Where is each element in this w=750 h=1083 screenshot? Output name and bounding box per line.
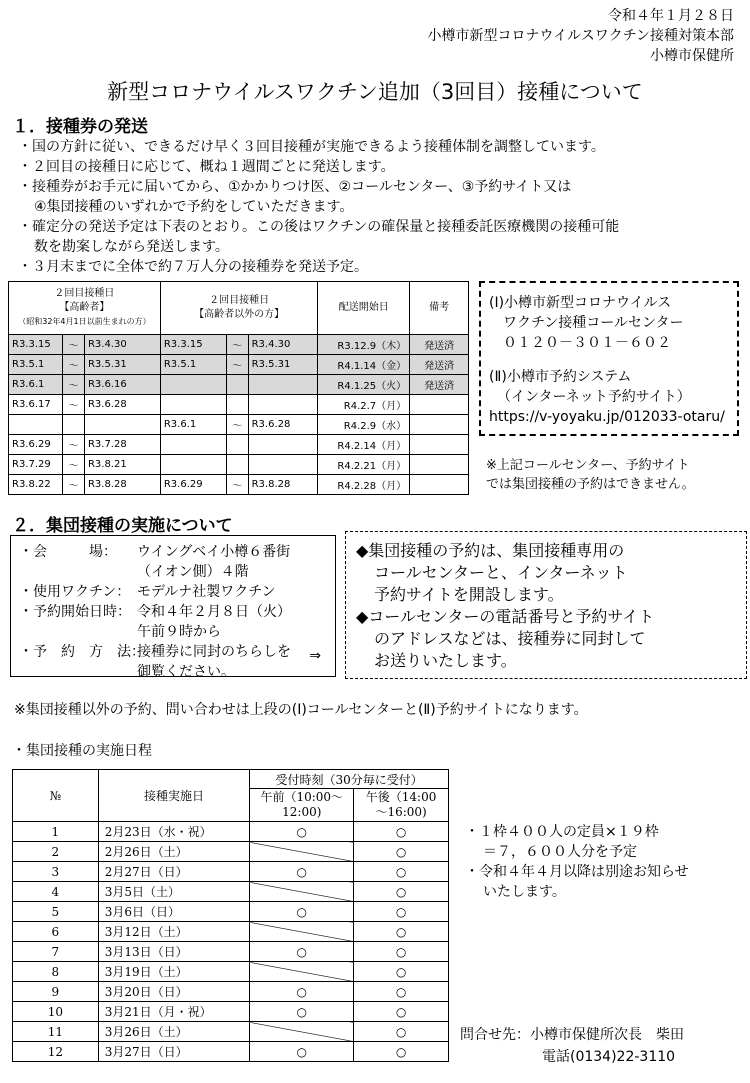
- other-from: [160, 435, 226, 455]
- other-tilde: ～: [226, 415, 248, 435]
- reservation-system-name: (Ⅱ)小樽市予約システム: [489, 369, 632, 385]
- other-from: [160, 375, 226, 395]
- header-text: （昭和32年4月1日以前生まれの方）: [18, 317, 151, 326]
- remarks: [410, 435, 469, 455]
- other-to: R3.8.28: [248, 475, 318, 495]
- elderly-to: R3.4.30: [84, 335, 160, 355]
- elderly-from: [9, 415, 63, 435]
- header-text: 午後（14:00: [365, 790, 437, 804]
- call-center-name-cont: ワクチン接種コールセンター: [503, 315, 684, 331]
- info-line: お送りいたします。: [374, 651, 517, 670]
- session-date: 3月26日（土）: [98, 1022, 250, 1042]
- elderly-tilde: ～: [62, 475, 84, 495]
- header-text: ２回目接種日: [54, 288, 115, 299]
- table-row: [9, 375, 469, 395]
- table-row: [13, 842, 449, 862]
- am-available-circle: ○: [250, 982, 354, 1002]
- elderly-tilde: ～: [62, 335, 84, 355]
- other-tilde: [226, 375, 248, 395]
- contact-phone[interactable]: 電話(0134)22-3110: [542, 1049, 676, 1065]
- elderly-from: R3.6.29: [9, 435, 63, 455]
- elderly-from: R3.8.22: [9, 475, 63, 495]
- pm-available-circle: ○: [354, 822, 449, 842]
- am-available-circle: ○: [250, 902, 354, 922]
- table-row: [13, 962, 449, 982]
- other-to: R3.5.31: [248, 355, 318, 375]
- header-remarks: 備考: [410, 282, 469, 335]
- note-line: いたします。: [483, 884, 566, 900]
- table-row: [9, 415, 469, 435]
- table-row: [9, 455, 469, 475]
- section1-heading: １．接種券の発送: [12, 117, 148, 137]
- am-available-circle: ○: [250, 942, 354, 962]
- remarks: 発送済: [410, 375, 469, 395]
- elderly-from: R3.6.1: [9, 375, 63, 395]
- row-number: 12: [13, 1042, 99, 1062]
- issuer-org: 小樽市新型コロナウイルスワクチン接種対策本部: [427, 28, 734, 44]
- document-title: 新型コロナウイルスワクチン追加（3回目）接種について: [107, 80, 643, 104]
- row-number: 11: [13, 1022, 99, 1042]
- remarks: 発送済: [410, 335, 469, 355]
- bullet-item-continued: ④集団接種のいずれかで予約をしていただきます。: [34, 199, 354, 215]
- note-line: ※上記コールセンター、予約サイト: [486, 458, 690, 473]
- am-unavailable-slash: [250, 962, 354, 982]
- row-number: 5: [13, 902, 99, 922]
- ship-date: R3.12.9（木）: [318, 335, 410, 355]
- call-center-box: [479, 281, 739, 436]
- issue-date: 令和４年１月２８日: [608, 8, 734, 24]
- row-number: 10: [13, 1002, 99, 1022]
- header-am: [250, 789, 354, 822]
- row-number: 4: [13, 882, 99, 902]
- other-from: R3.6.29: [160, 475, 226, 495]
- session-date: 2月26日（土）: [98, 842, 250, 862]
- table-row: [13, 1022, 449, 1042]
- header-elderly: [9, 282, 161, 335]
- session-date: 3月20日（日）: [98, 982, 250, 1002]
- elderly-tilde: ～: [62, 375, 84, 395]
- vaccine-value: モデルナ社製ワクチン: [137, 584, 276, 600]
- elderly-tilde: ～: [62, 435, 84, 455]
- ship-date: R4.2.7（月）: [318, 395, 410, 415]
- session-date: 3月12日（土）: [98, 922, 250, 942]
- header-text: 【高齢者】: [59, 302, 110, 313]
- header-non-elderly: [160, 282, 317, 335]
- schedule-heading: ・集団接種の実施日程: [12, 743, 152, 759]
- document-header: [428, 6, 734, 66]
- row-number: 3: [13, 862, 99, 882]
- pm-available-circle: ○: [354, 1042, 449, 1062]
- reservation-site-url[interactable]: https://v-yoyaku.jp/012033-otaru/: [489, 409, 725, 425]
- elderly-tilde: ～: [62, 455, 84, 475]
- other-to: [248, 395, 318, 415]
- am-available-circle: ○: [250, 1002, 354, 1022]
- contact-person: 問合せ先：小樽市保健所次長 柴田: [460, 1027, 684, 1043]
- right-arrow-icon: ⇒: [309, 648, 321, 664]
- method-row: [19, 642, 327, 662]
- info-line: ◆集団接種の予約は、集団接種専用の: [356, 541, 625, 560]
- note-line: ・令和４年４月以降は別途お知らせ: [465, 864, 689, 880]
- other-from: R3.6.1: [160, 415, 226, 435]
- other-from: R3.3.15: [160, 335, 226, 355]
- reservation-system-desc: （インターネット予約サイト）: [497, 389, 691, 405]
- note-line: ＝７，６００人分を予定: [483, 844, 637, 860]
- other-tilde: ～: [226, 355, 248, 375]
- elderly-from: R3.7.29: [9, 455, 63, 475]
- ship-date: R4.2.28（月）: [318, 475, 410, 495]
- other-tilde: [226, 395, 248, 415]
- elderly-to: R3.5.31: [84, 355, 160, 375]
- am-unavailable-slash: [250, 882, 354, 902]
- header-text: 午前（10:00～: [260, 790, 344, 804]
- elderly-from: R3.6.17: [9, 395, 63, 415]
- am-unavailable-slash: [250, 922, 354, 942]
- pm-available-circle: ○: [354, 962, 449, 982]
- table-row: [13, 902, 449, 922]
- table-row: [13, 922, 449, 942]
- other-from: [160, 395, 226, 415]
- elderly-tilde: [62, 415, 84, 435]
- remarks: [410, 395, 469, 415]
- session-date: 2月23日（水・祝）: [98, 822, 250, 842]
- bullet-item-continued: 数を勘案しながら発送します。: [34, 239, 229, 255]
- ship-date: R4.1.14（金）: [318, 355, 410, 375]
- table-row: [13, 862, 449, 882]
- vaccine-row: [19, 582, 327, 602]
- pm-available-circle: ○: [354, 922, 449, 942]
- session-date: 3月19日（土）: [98, 962, 250, 982]
- am-available-circle: ○: [250, 862, 354, 882]
- row-number: 6: [13, 922, 99, 942]
- vaccine-label: ・使用ワクチン：: [19, 584, 131, 600]
- mass-vaccination-details: [10, 535, 336, 680]
- row-number: 8: [13, 962, 99, 982]
- reservation-info-box: [345, 531, 747, 679]
- am-available-circle: ○: [250, 1042, 354, 1062]
- start-row: [19, 602, 327, 622]
- start-row-cont: [19, 622, 327, 642]
- contact-info: [460, 1024, 684, 1068]
- start-label: ・予約開始日時：: [19, 604, 131, 620]
- table-row: [13, 1042, 449, 1062]
- elderly-to: [84, 415, 160, 435]
- bullet-item: ・国の方針に従い、できるだけ早く３回目接種が実施できるよう接種体制を調整しています。: [18, 139, 605, 155]
- other-to: R3.6.28: [248, 415, 318, 435]
- method-value: 接種券に同封のちらしを: [137, 644, 291, 660]
- header-date: 接種実施日: [98, 770, 250, 822]
- method-row-cont: [19, 662, 327, 682]
- pm-available-circle: ○: [354, 842, 449, 862]
- bullet-item: ・２回目の接種日に応じて、概ね１週間ごとに発送します。: [18, 159, 395, 175]
- remarks: [410, 415, 469, 435]
- capacity-note: [465, 822, 689, 902]
- session-date: 2月27日（日）: [98, 862, 250, 882]
- table-row: [9, 475, 469, 495]
- other-tilde: ～: [226, 335, 248, 355]
- pm-available-circle: ○: [354, 982, 449, 1002]
- ship-date: R4.2.9（水）: [318, 415, 410, 435]
- header-text: ～16:00): [375, 805, 427, 819]
- bullet-item: ・確定分の発送予定は下表のとおり。この後はワクチンの確保量と接種委託医療機関の接種可能: [18, 219, 620, 235]
- note-line: ・１枠４００人の定員×１９枠: [465, 824, 659, 840]
- session-date: 3月13日（日）: [98, 942, 250, 962]
- elderly-tilde: ～: [62, 355, 84, 375]
- row-number: 2: [13, 842, 99, 862]
- note-line: では集団接種の予約はできません。: [486, 477, 695, 492]
- header-text: ２回目接種日: [209, 295, 270, 306]
- ship-date: R4.2.21（月）: [318, 455, 410, 475]
- session-date: 3月5日（土）: [98, 882, 250, 902]
- spacer: [19, 662, 137, 682]
- ship-date: R4.1.25（火）: [318, 375, 410, 395]
- session-date: 3月6日（日）: [98, 902, 250, 922]
- venue-label: ・会 場：: [19, 544, 117, 560]
- elderly-to: R3.7.28: [84, 435, 160, 455]
- table-row: [13, 882, 449, 902]
- header-text: 【高齢者以外の方】: [194, 309, 285, 320]
- info-line: 予約サイトを開設します。: [374, 585, 564, 604]
- method-value-cont: 御覧ください。: [137, 664, 235, 680]
- header-reception: 受付時刻（30分毎に受付）: [250, 770, 449, 789]
- session-date: 3月21日（月・祝）: [98, 1002, 250, 1022]
- call-center-name: (Ⅰ)小樽市新型コロナウイルス: [489, 295, 672, 311]
- start-value: 令和４年２月８日（火）: [137, 604, 291, 620]
- mass-vaccination-schedule-table: [12, 769, 449, 1062]
- other-tilde: [226, 455, 248, 475]
- table-row: [13, 1002, 449, 1022]
- elderly-tilde: ～: [62, 395, 84, 415]
- call-center-note: [486, 456, 695, 494]
- venue-row: [19, 542, 327, 562]
- elderly-to: R3.6.28: [84, 395, 160, 415]
- section1-bullets: [18, 137, 738, 277]
- other-tilde: [226, 435, 248, 455]
- info-line: ◆コールセンターの電話番号と予約サイト: [356, 607, 655, 626]
- other-to: [248, 375, 318, 395]
- other-to: R3.4.30: [248, 335, 318, 355]
- header-no: №: [13, 770, 99, 822]
- pm-available-circle: ○: [354, 882, 449, 902]
- other-to: [248, 455, 318, 475]
- table-row: [9, 435, 469, 455]
- ship-date: R4.2.14（月）: [318, 435, 410, 455]
- venue-row-cont: [19, 562, 327, 582]
- other-to: [248, 435, 318, 455]
- pm-available-circle: ○: [354, 1022, 449, 1042]
- elderly-to: R3.8.28: [84, 475, 160, 495]
- other-reservation-note: ※集団接種以外の予約、問い合わせは上段の(Ⅰ)コールセンターと(Ⅱ)予約サイトになります。: [14, 702, 588, 718]
- venue-value: ウイングベイ小樽６番街: [137, 544, 291, 560]
- remarks: [410, 455, 469, 475]
- session-date: 3月27日（日）: [98, 1042, 250, 1062]
- row-number: 1: [13, 822, 99, 842]
- remarks: [410, 475, 469, 495]
- pm-available-circle: ○: [354, 862, 449, 882]
- section2-heading: ２．集団接種の実施について: [12, 516, 233, 536]
- row-number: 7: [13, 942, 99, 962]
- header-ship-date: 配送開始日: [318, 282, 410, 335]
- pm-available-circle: ○: [354, 942, 449, 962]
- am-available-circle: ○: [250, 822, 354, 842]
- other-from: [160, 455, 226, 475]
- table-row: [9, 395, 469, 415]
- bullet-item: ・接種券がお手元に届いてから、①かかりつけ医、②コールセンター、③予約サイト又は: [18, 179, 572, 195]
- elderly-from: R3.5.1: [9, 355, 63, 375]
- method-label: ・予 約 方 法：: [19, 644, 145, 660]
- pm-available-circle: ○: [354, 1002, 449, 1022]
- header-pm: [354, 789, 449, 822]
- spacer: [19, 562, 137, 582]
- am-unavailable-slash: [250, 1022, 354, 1042]
- table-row: [13, 982, 449, 1002]
- header-text: 12:00): [282, 805, 322, 819]
- start-value-cont: 午前９時から: [137, 624, 221, 640]
- pm-available-circle: ○: [354, 902, 449, 922]
- issuer-suborg: 小樽市保健所: [650, 48, 734, 64]
- table-row: [9, 355, 469, 375]
- shipping-schedule-table: [8, 281, 469, 495]
- venue-value-cont: （イオン側）４階: [137, 564, 249, 580]
- bullet-item: ・３月末までに全体で約７万人分の接種券を発送予定。: [18, 259, 368, 275]
- elderly-to: R3.6.16: [84, 375, 160, 395]
- other-from: R3.5.1: [160, 355, 226, 375]
- info-line: のアドレスなどは、接種券に同封して: [374, 629, 646, 648]
- info-line: コールセンターと、インターネット: [374, 563, 628, 582]
- row-number: 9: [13, 982, 99, 1002]
- table-row: [9, 335, 469, 355]
- elderly-to: R3.8.21: [84, 455, 160, 475]
- table-row: [13, 822, 449, 842]
- spacer: [19, 622, 137, 642]
- call-center-phone[interactable]: ０１２０－３０１－６０２: [503, 335, 671, 351]
- spacer: [489, 353, 729, 367]
- table-row: [13, 942, 449, 962]
- remarks: 発送済: [410, 355, 469, 375]
- other-tilde: ～: [226, 475, 248, 495]
- am-unavailable-slash: [250, 842, 354, 862]
- elderly-from: R3.3.15: [9, 335, 63, 355]
